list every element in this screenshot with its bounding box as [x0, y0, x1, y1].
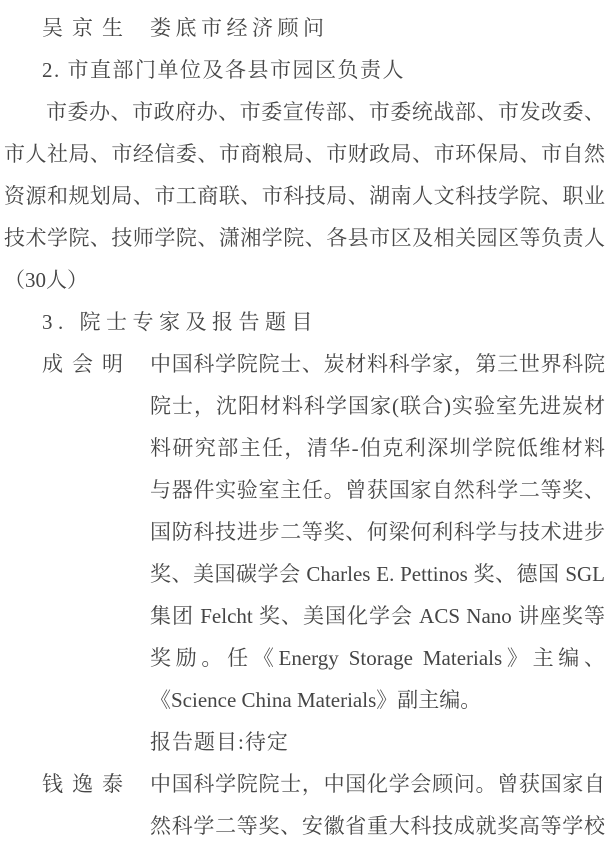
advisor-line [0, 7, 609, 49]
advisor-name: 吴京生 [42, 16, 132, 40]
text-line: 国防科技进步二等奖、何梁何利科学与技术进步 [150, 520, 605, 544]
text-line: 市人社局、市经信委、市商粮局、市财政局、市环保局、市自然 [4, 142, 605, 166]
text-line: 资源和规划局、市工商联、市科技局、湖南人文科技学院、职业 [4, 184, 605, 208]
text-line: 技术学院、技师学院、潇湘学院、各县市区及相关园区等负责人 [4, 226, 605, 250]
text-line: 中国科学院院士、炭材料科学家，第三世界科院 [150, 352, 605, 376]
section3-heading: 3. 院士专家及报告题目 [42, 310, 318, 334]
text-line: 市委办、市政府办、市委宣传部、市委统战部、市发改委、 [46, 100, 605, 124]
expert-bio-lines [150, 343, 605, 721]
text-line: 《Science China Materials》副主编。 [150, 688, 482, 712]
text-line: 与器件实验室主任。曾获国家自然科学二等奖、 [150, 478, 605, 502]
text-line: 奖励。任《Energy Storage Materials》主编、 [150, 646, 605, 670]
text-line: 集团 Felcht 奖、美国化学会 ACS Nano 讲座奖等 [150, 604, 605, 628]
section2-body [4, 91, 605, 301]
text-line: 料研究部主任，清华-伯克利深圳学院低维材料 [150, 436, 605, 460]
text-line: （30人） [4, 268, 88, 292]
expert-entry [0, 763, 609, 842]
text-line: 中国科学院院士，中国化学会顾问。曾获国家自 [150, 772, 605, 796]
expert-bio-lines [150, 763, 605, 842]
advisor-title: 娄底市经济顾问 [150, 16, 329, 40]
report-title-line: 报告题目:待定 [150, 730, 289, 754]
text-line: 院士，沈阳材料科学国家(联合)实验室先进炭材 [150, 394, 605, 418]
section2-heading: 2. 市直部门单位及各县市园区负责人 [42, 58, 405, 82]
expert-entry [0, 343, 609, 721]
expert-name: 成会明 [42, 352, 132, 376]
expert-name: 钱逸泰 [42, 772, 132, 796]
text-line: 奖、美国碳学会 Charles E. Pettinos 奖、德国 SGL [150, 562, 605, 586]
text-line: 然科学二等奖、安徽省重大科技成就奖高等学校 [150, 814, 605, 838]
